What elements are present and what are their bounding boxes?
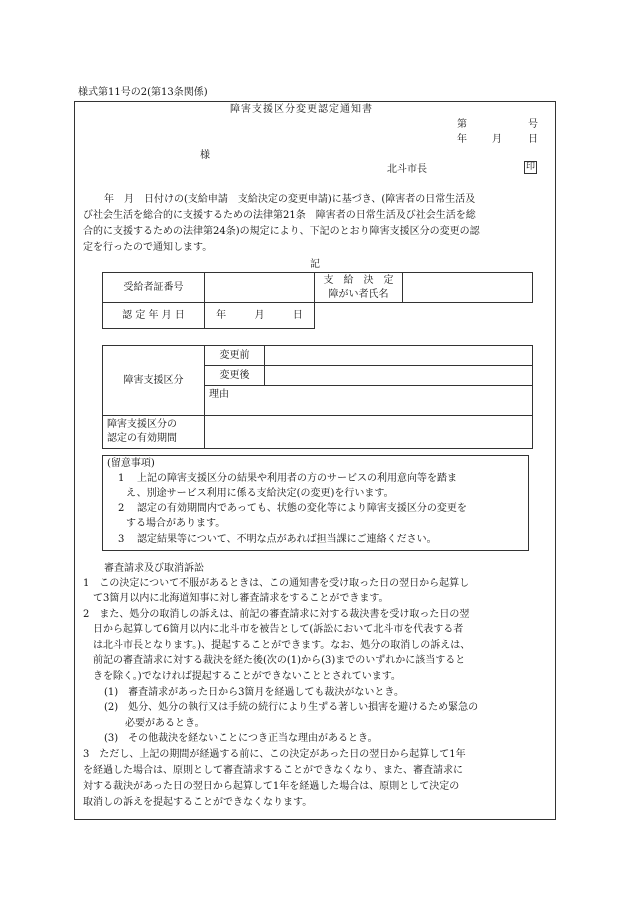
- note-2-line-1: 認定の有効期間内であっても、状態の変化等により障害支援区分の変更を: [137, 503, 467, 514]
- cert-date-day: 日: [292, 310, 303, 321]
- body-line-1: 年 月 日付けの(支給申請 支給決定の変更申請)に基づき、(障害者の日常生活及: [104, 194, 476, 205]
- appeal-2-line-1: 2 また、処分の取消しの訴えは、前記の審査請求に対する裁決書を受け取った日の翌: [83, 609, 470, 620]
- appeal-1-line-2: て3箇月以内に北海道知事に対し審査請求をすることができます。: [93, 593, 389, 604]
- body-line-2: び社会生活を総合的に支援するための法律第21条 障害者の日常生活及び社会生活を総: [83, 210, 476, 221]
- date-year: 年: [457, 134, 467, 145]
- appeal-2-line-3: は北斗市長となります。)、提起することができます。なお、処分の取消しの訴えは、: [93, 640, 471, 651]
- appeal-2-line-4: 前記の審査請求に対する裁決を経た後(次の(1)から(3)までのいずれかに該当すると: [93, 655, 466, 666]
- cert-date-field: [205, 303, 315, 329]
- issuer: 北斗市長: [387, 164, 427, 175]
- appeal-sub-1: (1) 審査請求があった日から3箇月を経過しても裁決がないとき。: [104, 687, 405, 698]
- appeal-2-line-2: 日から起算して6箇月以内に北斗市を被告として(訴訟において北斗市を代表する者: [93, 624, 464, 635]
- disabled-name-label: [315, 273, 403, 303]
- note-1-num: 1: [118, 473, 125, 484]
- appeal-heading: 審査請求及び取消訴訟: [104, 563, 204, 574]
- appeal-2-line-5: きを除く。)でなければ提起することができないこととされています。: [93, 671, 401, 682]
- date-month: 月: [492, 134, 502, 145]
- note-2-line-2: する場合があります。: [126, 518, 226, 529]
- cert-date-year: 年: [216, 310, 227, 321]
- before-change-label: 変更前: [205, 346, 265, 366]
- number-prefix: 第: [457, 119, 467, 130]
- appeal-1-line-1: 1 この決定について不服があるときは、この通知書を受け取った日の翌日から起算し: [83, 578, 470, 589]
- appeal-sub-2-line-1: (2) 処分、処分の執行又は手続の続行により生ずる著しい損害を避けるため緊急の: [104, 702, 479, 713]
- appeal-3-line-1: 3 ただし、上記の期間が経過する前に、この決定があった日の翌日から起算して1年: [83, 749, 466, 760]
- validity-label-line1: 障害支援区分の: [107, 419, 177, 430]
- appeal-3-line-3: 対する裁決があった日の翌日から起算して1年を経過した場合は、原則として決定の: [83, 781, 460, 792]
- validity-field: [205, 416, 533, 449]
- note-2-num: 2: [118, 503, 125, 514]
- blank-cell: [315, 303, 403, 329]
- blank-cell: [403, 303, 533, 329]
- body-line-4: 定を行ったので通知します。: [83, 242, 213, 253]
- seal-mark: 印: [525, 162, 535, 172]
- note-1-line-1: 上記の障害支援区分の結果や利用者の方のサービスの利用意向等を踏ま: [137, 473, 457, 484]
- disabled-name-field: [403, 273, 533, 303]
- disabled-name-label-line2: 障がい者氏名: [328, 288, 389, 300]
- reason-field: [205, 386, 533, 416]
- note-3-num: 3: [118, 534, 125, 545]
- ki-heading: 記: [310, 259, 320, 270]
- appeal-sub-3: (3) その他裁決を経ないことにつき正当な理由があるとき。: [104, 733, 378, 744]
- recipient-number-label: 受給者証番号: [103, 273, 205, 303]
- number-suffix: 号: [528, 119, 538, 130]
- form-number: 様式第11号の2(第13条関係): [78, 87, 208, 98]
- after-change-label: 変更後: [205, 366, 265, 386]
- appeal-3-line-2: を経過した場合は、原則として審査請求することができなくなり、また、審査請求に: [83, 765, 463, 776]
- recipient-number-field: [205, 273, 315, 303]
- date-day: 日: [528, 134, 538, 145]
- note-3-line-1: 認定結果等について、不明な点があれば担当課にご連絡ください。: [137, 534, 437, 545]
- appeal-sub-2-line-2: 必要があるとき。: [125, 718, 205, 729]
- note-1-line-2: え、別途サービス利用に係る支給決定(の変更)を行います。: [126, 488, 394, 499]
- notes-heading: (留意事項): [107, 458, 155, 469]
- before-change-field: [265, 346, 533, 366]
- cert-date-month: 月: [254, 310, 265, 321]
- validity-label: [103, 416, 205, 449]
- reason-label: 理由: [209, 389, 229, 400]
- addressee-suffix: 様: [200, 150, 210, 161]
- validity-label-line2: 認定の有効期間: [107, 433, 177, 444]
- recipient-table: [102, 272, 533, 329]
- cert-date-label: 認 定 年 月 日: [103, 303, 205, 329]
- support-category-label: 障害支援区分: [103, 346, 205, 416]
- page-title: 障害支援区分変更認定通知書: [230, 104, 373, 115]
- support-category-table: [102, 345, 533, 449]
- body-line-3: 合的に支援するための法律第24条)の規定により、下記のとおり障害支援区分の変更の認: [83, 226, 480, 237]
- disabled-name-label-line1: 支 給 決 定: [323, 274, 394, 286]
- after-change-field: [265, 366, 533, 386]
- appeal-3-line-4: 取消しの訴えを提起することができなくなります。: [83, 797, 313, 808]
